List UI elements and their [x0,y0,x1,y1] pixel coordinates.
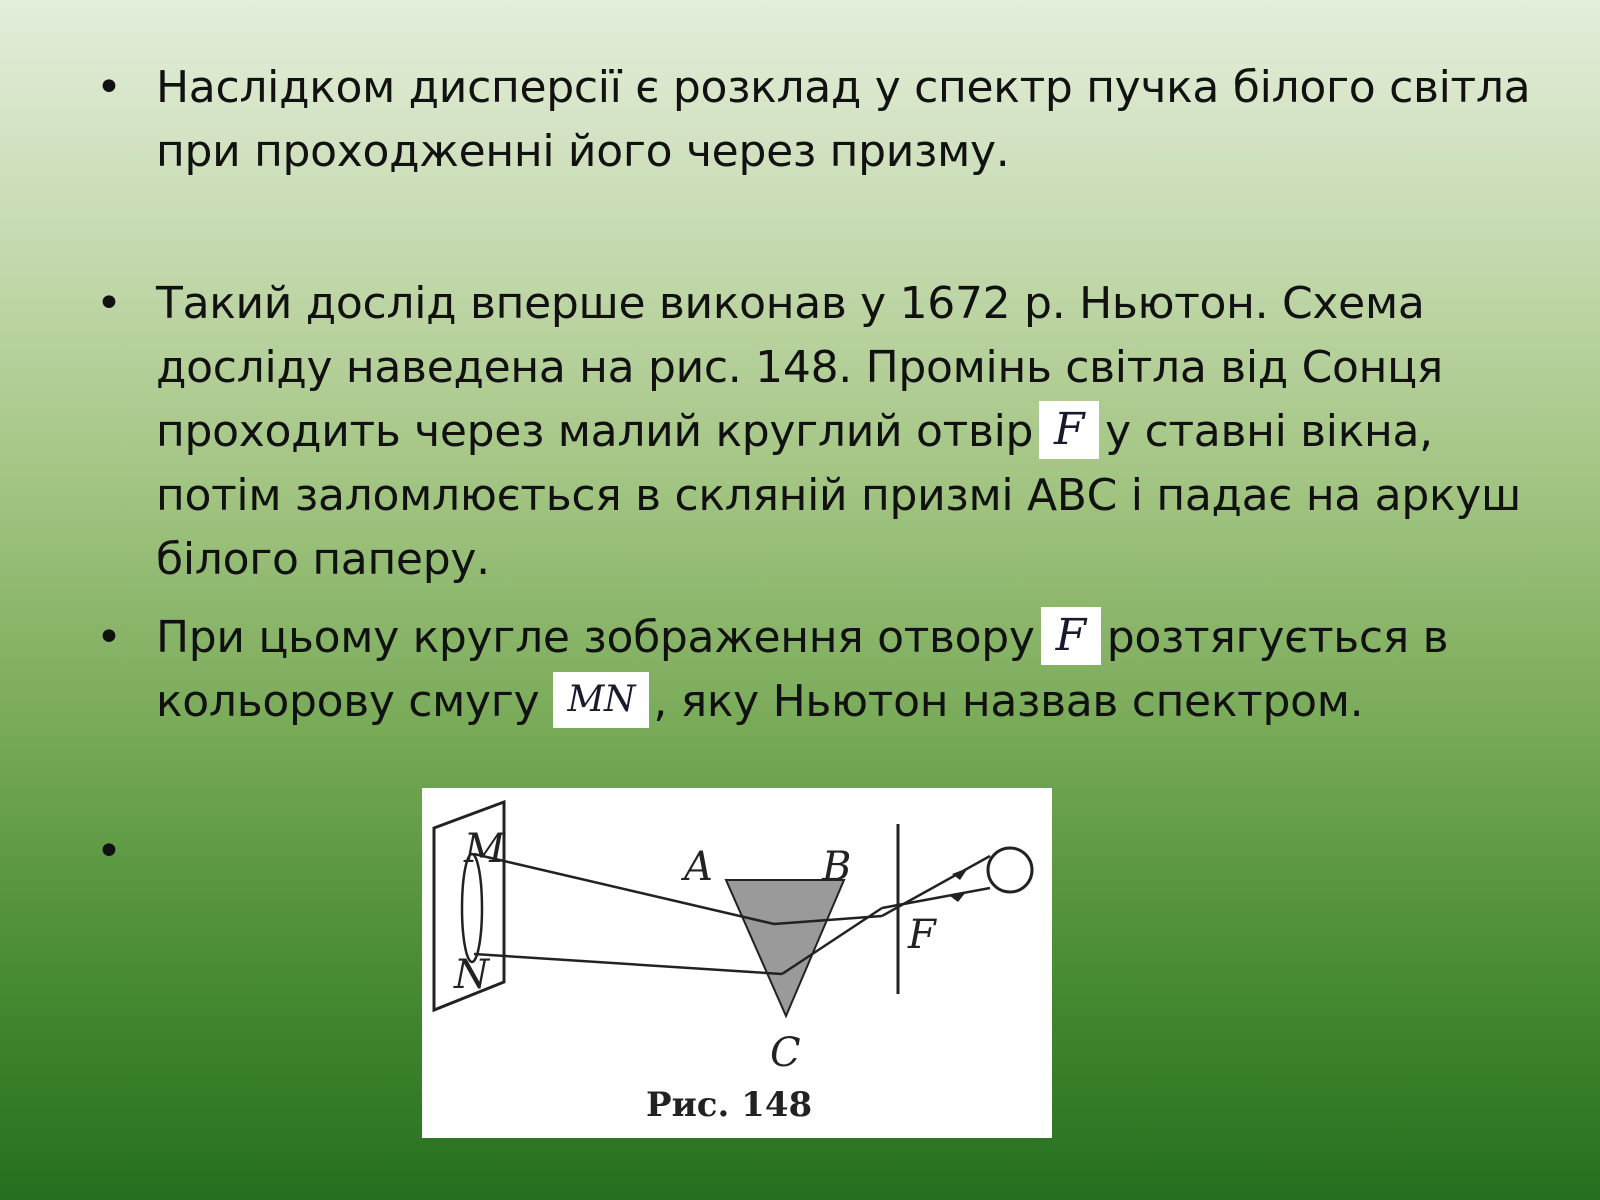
text-line: потім заломлюється в скляній призмі АВС і падає на аркуш [156,470,1521,521]
sun-circle [988,848,1032,892]
text-fragment: у ставні вікна, [1105,406,1433,457]
text-line: Наслідком дисперсії є розклад у спектр пучка білого світла [156,62,1531,113]
arrow-head [952,868,968,880]
prism-abc [726,880,844,1016]
label-f: F [908,912,936,958]
bullet-marker: • [96,826,122,877]
text-fragment: , яку Ньютон назвав спектром. [653,676,1364,727]
bullet-marker: • [96,278,122,329]
label-c: C [770,1030,801,1076]
label-b: B [822,844,852,890]
text-fragment: розтягується в [1106,612,1449,663]
prism-diagram-svg [422,788,1052,1138]
prism-diagram-figure [422,788,1052,1138]
bullet-marker: • [96,62,122,113]
text-line-with-formula [156,606,1496,670]
bullet-text-newton-experiment [156,272,1521,592]
text-line-with-formula [156,400,1496,464]
text-fragment: проходить через малий круглий отвір [156,406,1034,457]
bullet-marker: • [96,612,122,663]
label-m: M [464,826,505,872]
ray-lower-to-n [474,954,782,974]
figure-caption: Рис. 148 [646,1085,813,1125]
label-n: N [454,952,489,998]
text-line: білого паперу. [156,534,490,585]
formula-mn-image: MN [553,672,649,728]
label-a: A [684,844,713,890]
formula-f-image: F [1041,607,1101,665]
formula-f-image: F [1039,401,1099,459]
text-line: досліду наведена на рис. 148. Промінь світла від Сонця [156,342,1443,393]
text-line: при проходженні його через призму. [156,126,1010,177]
text-line: Такий дослід вперше виконав у 1672 р. Ньютон. Схема [156,278,1425,329]
bullet-text-spectrum [156,606,1496,734]
text-fragment: При цьому кругле зображення отвору [156,612,1035,663]
text-line-with-formula [156,670,1496,734]
bullet-text-dispersion [156,56,1531,184]
text-fragment: кольорову смугу [156,676,540,727]
